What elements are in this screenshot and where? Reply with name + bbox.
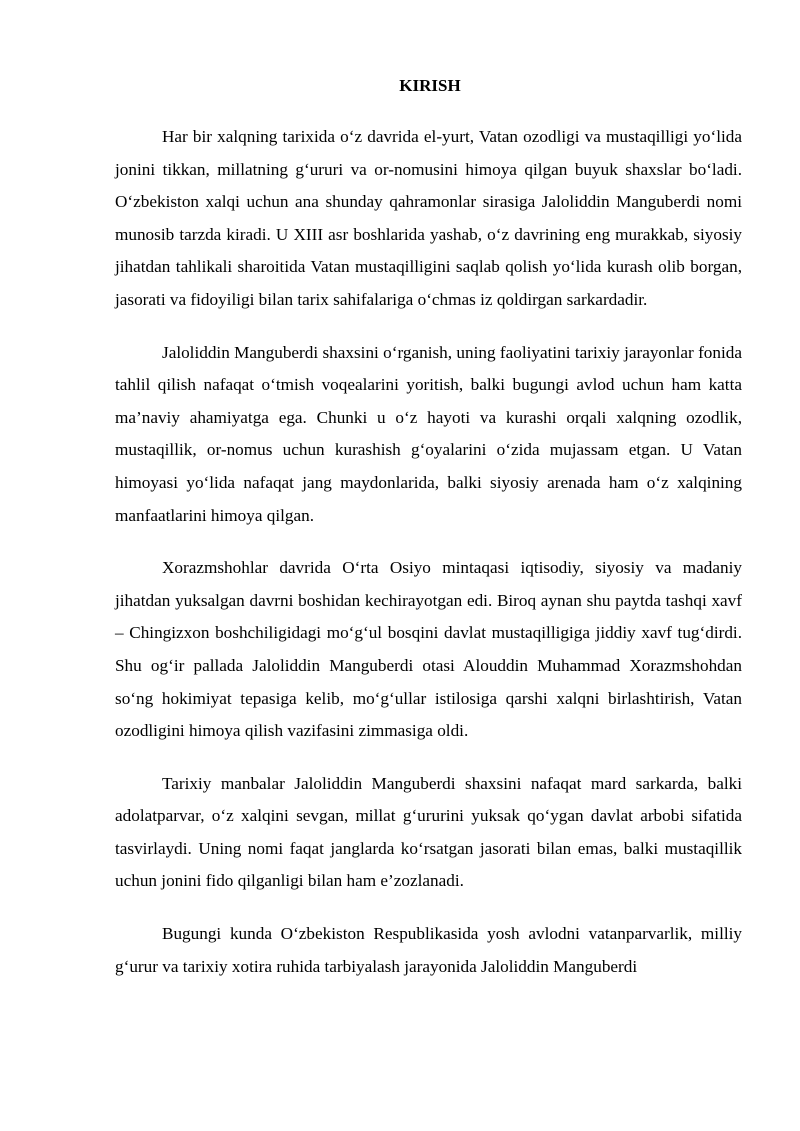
paragraph: Tarixiy manbalar Jaloliddin Manguberdi shaxsini nafaqat mard sarkarda, balki adolatparvar, o‘z xalqini sevgan, millat g‘ururini yuksak qo‘ygan davlat arbobi sifatida tasvirlaydi. Uning nomi faqat janglarda ko‘rsatgan jasorati bilan emas, balki mustaqillik uchun jonini fido qilganligi bilan ham e’zozlanadi. (115, 773, 742, 891)
paragraph: Xorazmshohlar davrida O‘rta Osiyo mintaqasi iqtisodiy, siyosiy va madaniy jihatdan yuksalgan davrni boshidan kechirayotgan edi. Biroq aynan shu paytda tashqi xavf – Chingizxon boshchiligidagi mo‘g‘ul bosqini davlat mustaqilligiga jiddiy xavf tug‘dirdi. Shu og‘ir pallada Jaloliddin Manguberdi otasi Alouddin Muhammad Xorazmshohdan so‘ng hokimiyat tepasiga kelib, mo‘g‘ullar istilosiga qarshi xalqni birlashtirish, Vatan ozodligini himoya qilish vazifasini zimmasiga oldi. (115, 558, 742, 741)
paragraph: Jaloliddin Manguberdi shaxsini o‘rganish, uning faoliyatini tarixiy jarayonlar fonida tahlil qilish nafaqat o‘tmish voqealarini yoritish, balki bugungi avlod uchun ham katta ma’naviy ahamiyatga ega. Chunki u o‘z hayoti va kurashi orqali xalqning ozodlik, mustaqillik, or-nomus uchun kurashish g‘oyalarini o‘zida mujassam etgan. U Vatan himoyasi yo‘lida nafaqat jang maydonlarida, balki siyosiy arenada ham o‘z xalqining manfaatlarini himoya qilgan. (115, 342, 742, 525)
paragraph: Har bir xalqning tarixida o‘z davrida el-yurt, Vatan ozodligi va mustaqilligi yo‘lida jonini tikkan, millatning g‘ururi va or-nomusini himoya qilgan buyuk shaxslar bo‘ladi. O‘zbekiston xalqi uchun ana shunday qahramonlar sirasiga Jaloliddin Manguberdi nomi munosib tarzda kiradi. U XIII asr boshlarida yashab, o‘z davrining eng murakkab, siyosiy jihatdan tahlikali sharoitida Vatan mustaqilligini saqlab qolish yo‘lida kurash olib borgan, jasorati va fidoyiligi bilan tarix sahifalariga o‘chmas iz qoldirgan sarkardadir. (115, 127, 742, 309)
paragraph: Bugungi kunda O‘zbekiston Respublikasida yosh avlodni vatanparvarlik, milliy g‘urur va tarixiy xotira ruhida tarbiyalash jarayonida Jaloliddin Manguberdi (115, 924, 742, 976)
document-body (115, 121, 742, 1003)
document-title: KIRISH (399, 76, 461, 95)
